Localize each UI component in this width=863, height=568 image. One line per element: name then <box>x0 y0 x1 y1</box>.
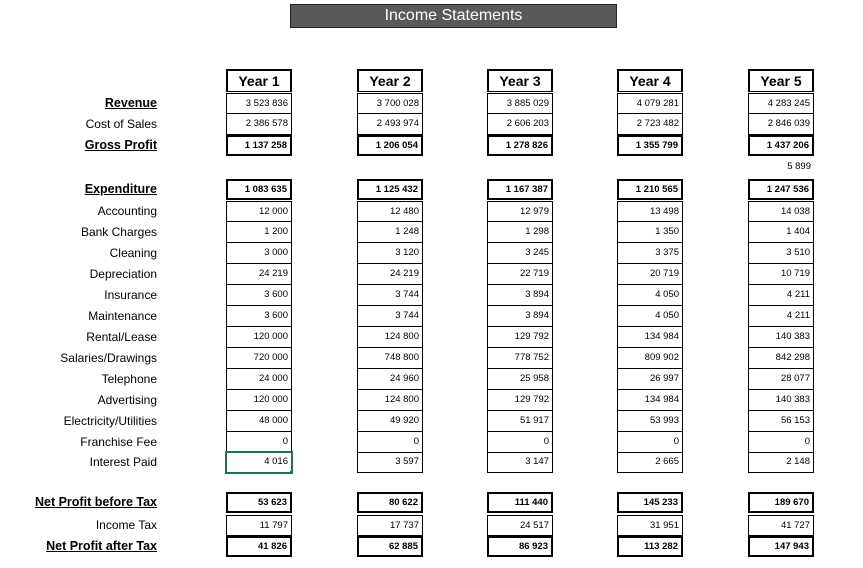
cell-income-tax[interactable]: 41 727 <box>748 515 814 536</box>
row-label-revenue: Revenue <box>104 96 157 110</box>
row-label-interest: Interest Paid <box>89 455 157 469</box>
cell-depreciation[interactable]: 20 719 <box>617 264 683 285</box>
row-label-cost-of-sales: Cost of Sales <box>85 117 157 131</box>
year-header[interactable]: Year 2 <box>357 69 423 92</box>
year-header[interactable]: Year 4 <box>617 69 683 92</box>
row-label-depreciation: Depreciation <box>89 267 157 281</box>
cell-interest[interactable]: 2 665 <box>617 452 683 473</box>
row-label-accounting: Accounting <box>97 204 157 218</box>
cell-net-before[interactable]: 189 670 <box>748 492 814 513</box>
cell-telephone[interactable]: 24 960 <box>357 369 423 390</box>
cell-telephone[interactable]: 28 077 <box>748 369 814 390</box>
cell-advertising[interactable]: 140 383 <box>748 390 814 411</box>
row-label-advertising: Advertising <box>97 393 157 407</box>
cell-bank-charges[interactable]: 1 404 <box>748 222 814 243</box>
year-header[interactable]: Year 3 <box>487 69 553 92</box>
row-label-cleaning: Cleaning <box>109 246 157 260</box>
cell-cleaning[interactable]: 3 245 <box>487 243 553 264</box>
cell-accounting[interactable]: 12 000 <box>226 201 292 222</box>
cell-insurance[interactable]: 4 050 <box>617 285 683 306</box>
cell-franchise[interactable]: 0 <box>617 432 683 453</box>
cell-expenditure[interactable]: 1 083 635 <box>226 179 292 200</box>
cell-bank-charges[interactable]: 1 298 <box>487 222 553 243</box>
row-label-rental: Rental/Lease <box>86 330 157 344</box>
cell-accounting[interactable]: 14 038 <box>748 201 814 222</box>
cell-salaries[interactable]: 778 752 <box>487 348 553 369</box>
row-label-electricity: Electricity/Utilities <box>63 414 157 428</box>
row-label-maintenance: Maintenance <box>88 309 157 323</box>
cell-accounting[interactable]: 12 979 <box>487 201 553 222</box>
row-label-telephone: Telephone <box>101 372 157 386</box>
row-label-franchise: Franchise Fee <box>80 435 157 449</box>
cell-revenue[interactable]: 4 079 281 <box>617 93 683 114</box>
cell-maintenance[interactable]: 4 050 <box>617 306 683 327</box>
cell-accounting[interactable]: 13 498 <box>617 201 683 222</box>
cell-gross-profit[interactable]: 1 437 206 <box>748 135 814 156</box>
cell-net-after[interactable]: 62 885 <box>357 536 423 557</box>
cell-depreciation[interactable]: 10 719 <box>748 264 814 285</box>
cell-cleaning[interactable]: 3 510 <box>748 243 814 264</box>
row-label-income-tax: Income Tax <box>95 518 157 532</box>
cell-rental[interactable]: 140 383 <box>748 327 814 348</box>
cell-franchise[interactable]: 0 <box>487 432 553 453</box>
cell-gross-profit[interactable]: 1 206 054 <box>357 135 423 156</box>
cell-gross-profit[interactable]: 1 137 258 <box>226 135 292 156</box>
cell-bank-charges[interactable]: 1 200 <box>226 222 292 243</box>
cell-rental[interactable]: 120 000 <box>226 327 292 348</box>
cell-net-after[interactable]: 41 826 <box>226 536 292 557</box>
cell-rental[interactable]: 129 792 <box>487 327 553 348</box>
cell-insurance[interactable]: 3 744 <box>357 285 423 306</box>
cell-cleaning[interactable]: 3 120 <box>357 243 423 264</box>
year-header[interactable]: Year 1 <box>226 69 292 92</box>
stray-value-cell[interactable]: 5 899 <box>787 161 811 172</box>
cell-interest[interactable]: 3 147 <box>487 452 553 473</box>
row-label-bank-charges: Bank Charges <box>80 225 157 239</box>
selected-cell-value: 4 016 <box>264 456 288 467</box>
cell-electricity[interactable]: 51 917 <box>487 411 553 432</box>
cell-maintenance[interactable]: 3 600 <box>226 306 292 327</box>
cell-gross-profit[interactable]: 1 355 799 <box>617 135 683 156</box>
cell-rental[interactable]: 134 984 <box>617 327 683 348</box>
row-label-gross-profit: Gross Profit <box>84 138 157 152</box>
cell-cost-of-sales[interactable]: 2 723 482 <box>617 114 683 135</box>
cell-bank-charges[interactable]: 1 248 <box>357 222 423 243</box>
cell-net-after[interactable]: 147 943 <box>748 536 814 557</box>
row-label-net-after: Net Profit after Tax <box>46 539 157 553</box>
cell-expenditure[interactable]: 1 125 432 <box>357 179 423 200</box>
cell-revenue[interactable]: 3 700 028 <box>357 93 423 114</box>
row-label-salaries: Salaries/Drawings <box>60 351 157 365</box>
cell-income-tax[interactable]: 11 797 <box>226 515 292 536</box>
cell-cost-of-sales[interactable]: 2 606 203 <box>487 114 553 135</box>
cell-electricity[interactable]: 48 000 <box>226 411 292 432</box>
cell-cleaning[interactable]: 3 375 <box>617 243 683 264</box>
cell-interest[interactable]: 3 597 <box>357 452 423 473</box>
cell-expenditure[interactable]: 1 210 565 <box>617 179 683 200</box>
cell-salaries[interactable]: 720 000 <box>226 348 292 369</box>
fill-handle[interactable] <box>289 470 292 473</box>
cell-electricity[interactable]: 53 993 <box>617 411 683 432</box>
cell-salaries[interactable]: 842 298 <box>748 348 814 369</box>
row-label-expenditure: Expenditure <box>84 182 157 196</box>
cell-net-after[interactable]: 113 282 <box>617 536 683 557</box>
cell-maintenance[interactable]: 4 211 <box>748 306 814 327</box>
cell-maintenance[interactable]: 3 894 <box>487 306 553 327</box>
cell-advertising[interactable]: 120 000 <box>226 390 292 411</box>
cell-net-before[interactable]: 53 623 <box>226 492 292 513</box>
cell-telephone[interactable]: 26 997 <box>617 369 683 390</box>
cell-electricity[interactable]: 56 153 <box>748 411 814 432</box>
row-label-net-before: Net Profit before Tax <box>34 495 157 509</box>
cell-rental[interactable]: 124 800 <box>357 327 423 348</box>
cell-net-before[interactable]: 80 622 <box>357 492 423 513</box>
sheet-title: Income Statements <box>290 4 617 28</box>
cell-revenue[interactable]: 3 885 029 <box>487 93 553 114</box>
row-label-insurance: Insurance <box>104 288 157 302</box>
cell-revenue[interactable]: 4 283 245 <box>748 93 814 114</box>
cell-expenditure[interactable]: 1 247 536 <box>748 179 814 200</box>
cell-telephone[interactable]: 24 000 <box>226 369 292 390</box>
cell-bank-charges[interactable]: 1 350 <box>617 222 683 243</box>
cell-income-tax[interactable]: 24 517 <box>487 515 553 536</box>
cell-maintenance[interactable]: 3 744 <box>357 306 423 327</box>
cell-franchise[interactable]: 0 <box>748 432 814 453</box>
cell-advertising[interactable]: 124 800 <box>357 390 423 411</box>
cell-revenue[interactable]: 3 523 836 <box>226 93 292 114</box>
year-header[interactable]: Year 5 <box>748 69 814 92</box>
cell-insurance[interactable]: 3 894 <box>487 285 553 306</box>
cell-cost-of-sales[interactable]: 2 846 039 <box>748 114 814 135</box>
cell-depreciation[interactable]: 24 219 <box>357 264 423 285</box>
cell-interest[interactable] <box>226 452 292 473</box>
cell-cleaning[interactable]: 3 000 <box>226 243 292 264</box>
cell-depreciation[interactable]: 22 719 <box>487 264 553 285</box>
cell-interest[interactable]: 2 148 <box>748 452 814 473</box>
cell-expenditure[interactable]: 1 167 387 <box>487 179 553 200</box>
cell-insurance[interactable]: 4 211 <box>748 285 814 306</box>
cell-cost-of-sales[interactable]: 2 386 578 <box>226 114 292 135</box>
cell-income-tax[interactable]: 31 951 <box>617 515 683 536</box>
cell-depreciation[interactable]: 24 219 <box>226 264 292 285</box>
cell-franchise[interactable]: 0 <box>226 432 292 453</box>
cell-net-before[interactable]: 111 440 <box>487 492 553 513</box>
cell-advertising[interactable]: 134 984 <box>617 390 683 411</box>
cell-telephone[interactable]: 25 958 <box>487 369 553 390</box>
cell-net-after[interactable]: 86 923 <box>487 536 553 557</box>
cell-salaries[interactable]: 748 800 <box>357 348 423 369</box>
cell-gross-profit[interactable]: 1 278 826 <box>487 135 553 156</box>
cell-advertising[interactable]: 129 792 <box>487 390 553 411</box>
cell-franchise[interactable]: 0 <box>357 432 423 453</box>
cell-cost-of-sales[interactable]: 2 493 974 <box>357 114 423 135</box>
cell-income-tax[interactable]: 17 737 <box>357 515 423 536</box>
cell-accounting[interactable]: 12 480 <box>357 201 423 222</box>
cell-net-before[interactable]: 145 233 <box>617 492 683 513</box>
cell-salaries[interactable]: 809 902 <box>617 348 683 369</box>
cell-insurance[interactable]: 3 600 <box>226 285 292 306</box>
cell-electricity[interactable]: 49 920 <box>357 411 423 432</box>
